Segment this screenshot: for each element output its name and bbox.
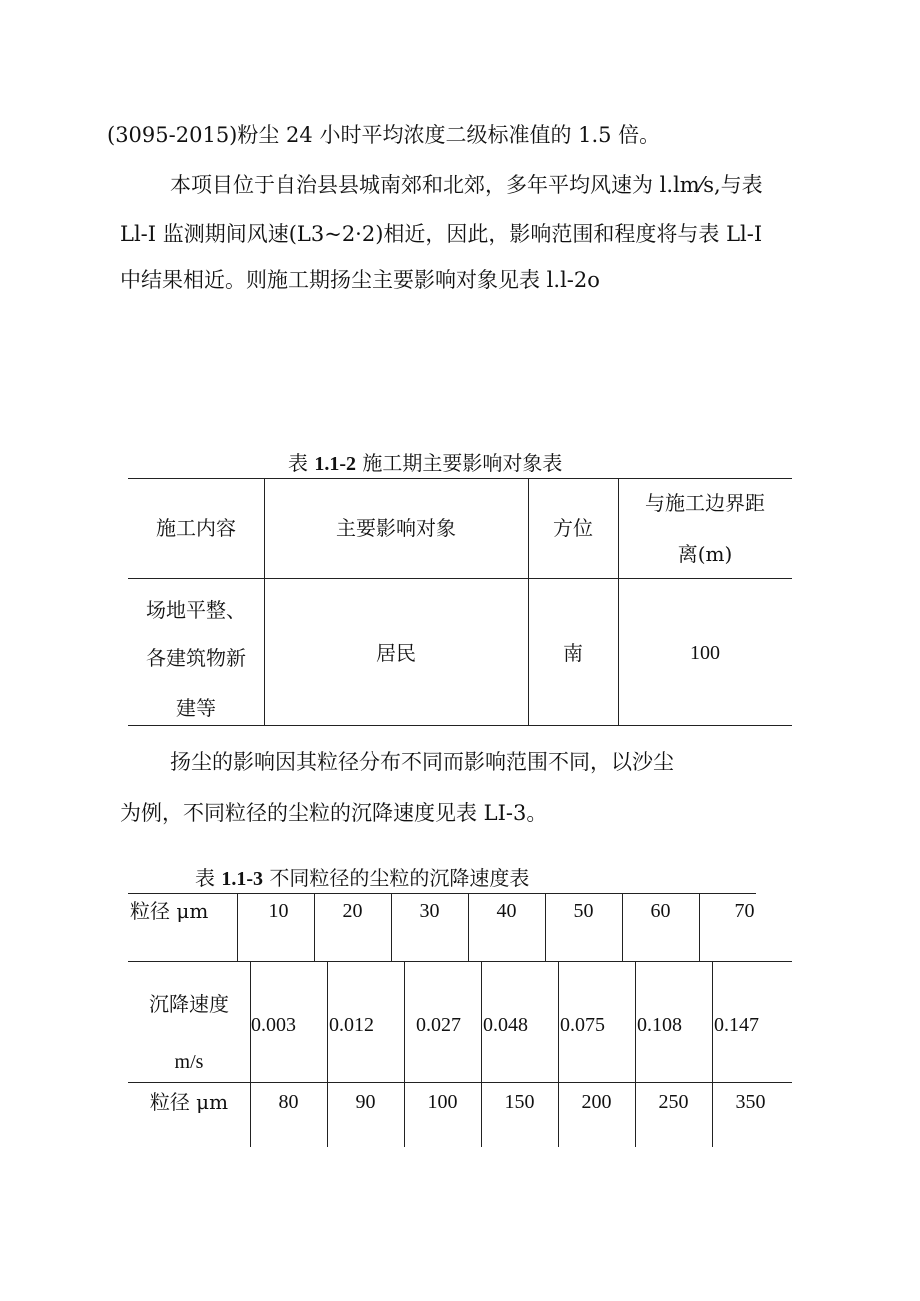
table-cell: 40	[496, 900, 517, 922]
table-cell: 150	[504, 1091, 535, 1113]
table-rule	[618, 478, 619, 725]
table-rule	[128, 1082, 792, 1083]
table-header: 施工内容	[156, 516, 236, 540]
table-cell: 0.108	[637, 1014, 682, 1036]
table-rule	[558, 961, 559, 1147]
table-rule	[250, 961, 251, 1147]
paragraph-line: 扬尘的影响因其粒径分布不同而影响范围不同，以沙尘	[170, 750, 674, 774]
caption-prefix: 表	[195, 866, 215, 890]
table-rule	[404, 961, 405, 1147]
table-cell: 90	[355, 1091, 376, 1113]
table-cell: 场地平整、	[146, 598, 246, 622]
table-rule	[128, 961, 792, 962]
paragraph-line: (3095-2015)粉尘 24 小时平均浓度二级标准值的 1.5 倍。	[107, 123, 661, 147]
table-rule	[128, 893, 756, 894]
table-row-label: 粒径 μm	[149, 1090, 229, 1114]
table-cell: 0.012	[329, 1014, 374, 1036]
caption-number: 1.1-2	[314, 453, 357, 475]
paragraph-line: 本项目位于自治县县城南郊和北郊，多年平均风速为 l.lm⁄s,与表	[170, 173, 763, 197]
table-cell: 0.048	[483, 1014, 528, 1036]
paragraph-line: Ll-I 监测期间风速(L3~2·2)相近，因此，影响范围和程度将与表 Ll-I	[120, 222, 763, 246]
table-cell: 0.003	[251, 1014, 296, 1036]
table-cell: 50	[573, 900, 594, 922]
table-rule	[635, 961, 636, 1147]
table-cell: 250	[658, 1091, 689, 1113]
table-rule	[128, 478, 792, 479]
caption-number: 1.1-3	[221, 868, 264, 890]
table-cell: 60	[650, 900, 671, 922]
table-header: 离(m)	[677, 542, 733, 566]
table-caption	[288, 453, 562, 474]
table-cell: 350	[735, 1091, 766, 1113]
table-cell: 20	[342, 900, 363, 922]
table-cell: 0.075	[560, 1014, 605, 1036]
table-rule	[699, 893, 700, 961]
table-rule	[481, 961, 482, 1147]
table-cell: 居民	[376, 641, 416, 665]
table-cell: 10	[268, 900, 289, 922]
table-cell: 30	[419, 900, 440, 922]
table-cell: 各建筑物新	[146, 646, 246, 670]
table-cell: 0.027	[416, 1014, 461, 1036]
caption-prefix: 表	[288, 451, 308, 475]
table-rule	[237, 893, 238, 961]
table-caption	[195, 868, 529, 889]
table-row-label: m/s	[174, 1051, 204, 1073]
paragraph-line: 为例，不同粒径的尘粒的沉降速度见表 LI-3。	[120, 801, 548, 825]
table-cell: 200	[581, 1091, 612, 1113]
caption-title: 施工期主要影响对象表	[362, 451, 563, 475]
table-cell: 0.147	[714, 1014, 759, 1036]
table-cell: 100	[690, 642, 720, 664]
paragraph-line: 中结果相近。则施工期扬尘主要影响对象见表 l.l-2o	[120, 268, 600, 292]
table-row-label: 沉降速度	[149, 992, 229, 1016]
table-rule	[327, 961, 328, 1147]
table-header: 与施工边界距	[645, 491, 765, 515]
table-rule	[712, 961, 713, 1147]
table-rule	[264, 478, 265, 725]
caption-title: 不同粒径的尘粒的沉降速度表	[269, 866, 530, 890]
table-rule	[128, 578, 792, 579]
table-cell: 100	[427, 1091, 458, 1113]
table-cell: 80	[278, 1091, 299, 1113]
table-header: 主要影响对象	[336, 516, 456, 540]
table-rule	[128, 725, 792, 726]
table-header: 方位	[553, 516, 593, 540]
table-cell: 70	[734, 900, 755, 922]
table-rule	[528, 478, 529, 725]
table-row-label: 粒径 μm	[130, 899, 209, 923]
table-cell: 南	[563, 641, 583, 665]
table-cell: 建等	[176, 696, 216, 720]
